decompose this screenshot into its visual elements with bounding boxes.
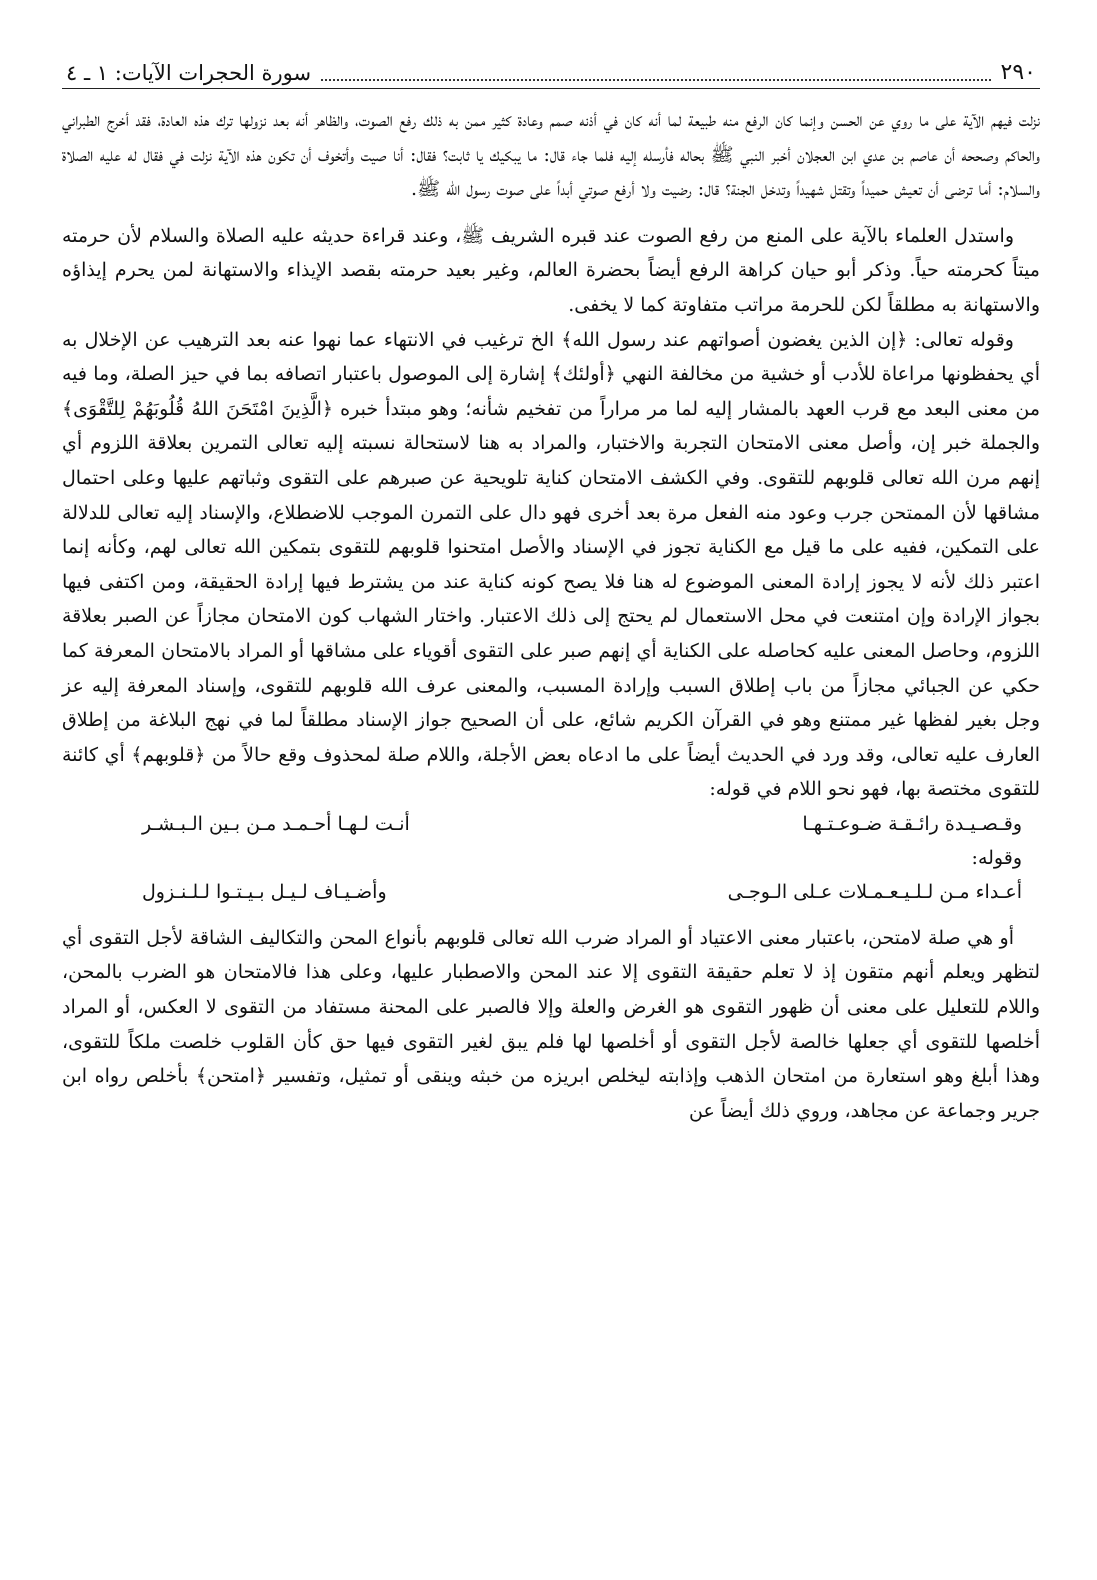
verse-intro-label: وقوله: [971,846,1022,869]
page-body [62,103,1040,1128]
verse-hemistich-left: أنـت لـهـا أحـمـد مـن بـين الـبـشـر [142,812,410,835]
paragraph: نزلت فيهم الآية على ما روي عن الحسن وإنما كان الرفع منه طبيعة لما أنه كان في أذنه صمم وعادة كثير ممن به ذلك رفع الصوت، والظاهر أنه بعد نزولها ترك هذه العادة، فقد أخرج الطبراني والحاكم وصححه أن عاصم بن عدي ابن العجلان أخبر النبي ﷺ بحاله فأرسله إليه فلما جاء قال: ما يبكيك يا ثابت؟ فقال: أنا صيت وأتخوف أن تكون هذه الآية نزلت في فقال له عليه الصلاة والسلام: أما ترضى أن تعيش حميداً وتقتل شهيداً وتدخل الجنة؟ قال: رضيت ولا أرفع صوتي أبداً على صوت رسول الله ﷺ. [62,109,1040,201]
verse-hemistich-right: أعـداء مـن لـلـيـعـمـلات عـلى الـوجـى [727,880,1022,903]
verse-hemistich-right: وقـصـيـدة رائـقـة ضـوعـتـهـا [802,812,1022,835]
running-title: سورة الحجرات الآيات: ١ ـ ٤ [66,61,312,85]
header-dotted-leader [321,79,990,81]
page-header [62,54,1040,89]
poetry-verse-2 [62,875,1040,909]
book-page [62,54,1040,1554]
paragraph: وقوله تعالى: ﴿إن الذين يغضون أصواتهم عند رسول الله﴾ الخ ترغيب في الانتهاء عما نهوا عنه بعد الترهيب عن الإخلال به أي يحفظونها مراعاة للأدب أو خشية من مخالفة النهي ﴿أولئك﴾ إشارة إلى الموصول باعتبار اتصافه بما في حيز الصلة، وما فيه من معنى البعد مع قرب العهد بالمشار إليه لما مر مراراً من تفخيم شأنه؛ وهو مبتدأ خبره ﴿الَّذِينَ امْتَحَنَ اللهُ قُلُوبَهُمْ لِلتَّقْوَى﴾ والجملة خبر إن، وأصل معنى الامتحان التجربة والاختبار، والمراد به هنا لاستحالة نسبته إليه تعالى التمرين بعلاقة اللزوم أي إنهم مرن الله تعالى قلوبهم للتقوى. وفي الكشف الامتحان كناية تلويحية عن صبرهم على التقوى وثباتهم عليها وعلى احتمال مشاقها لأن الممتحن جرب وعود منه الفعل مرة بعد أخرى فهو دال على التمرن الموجب للاضطلاع، والإسناد إليه تعالى للدلالة على التمكين، ففيه على ما قيل مع الكناية تجوز في الإسناد والأصل امتحنوا قلوبهم للتقوى بتمكين الله تعالى لهم، وكأنه إنما اعتبر ذلك لأنه لا يجوز إرادة المعنى الموضوع له هنا فلا يصح كونه كناية عند من يشترط فيها إرادة الحقيقة، ومن اكتفى فيها بجواز الإرادة وإن امتنعت في محل الاستعمال لم يحتج إلى ذلك الاعتبار. واختار الشهاب كون الامتحان مجازاً عن الصبر بعلاقة اللزوم، وحاصل المعنى عليه كحاصله على الكناية أي إنهم صبر على التقوى أقوياء على مشاقها أو المراد بالامتحان المعرفة كما حكي عن الجبائي مجازاً من باب إطلاق السبب وإرادة المسبب، والمعنى عرف الله قلوبهم للتقوى، وإسناد المعرفة إليه عز وجل بغير لفظها غير ممتنع وهو في القرآن الكريم شائع، على أن الصحيح جواز الإسناد مطلقاً لما في نهج البلاغة من إطلاق العارف عليه تعالى، وقد ورد في الحديث أيضاً على ما ادعاه بعض الأجلة، واللام صلة لمحذوف وقع حالاً من ﴿قلوبهم﴾ أي كائنة للتقوى مختصة بها، فهو نحو اللام في قوله: [62,328,1040,801]
paragraph: أو هي صلة لامتحن، باعتبار معنى الاعتياد أو المراد ضرب الله تعالى قلوبهم بأنواع المحن والتكاليف الشاقة لأجل التقوى أي لتظهر ويعلم أنهم متقون إذ لا تعلم حقيقة التقوى إلا عند المحن والاصطبار عليها، وعلى هذا فالامتحان هو الضرب بالمحن، واللام للتعليل على معنى أن ظهور التقوى هو الغرض والعلة وإلا فالصبر على المحنة مستفاد من التقوى لا العكس، أو المراد أخلصها للتقوى أي جعلها خالصة لأجل التقوى أو أخلصها لها فلم يبق لغير التقوى فيها حق كأن القلوب خلصت ملكاً للتقوى، وهذا أبلغ وهو استعارة من امتحان الذهب وإذابته ليخلص ابريزه من خبثه وينقى أو تمثيل، وتفسير ﴿امتحن﴾ بأخلص رواه ابن جرير وجماعة عن مجاهد، وروي ذلك أيضاً عن [62,926,1040,1122]
verse-hemistich-left: وأضـيـاف لـيـل بـيـتـوا لـلـنـزول [142,880,387,903]
page-number: ٢٩٠ [1000,60,1036,85]
poetry-verse-1 [62,807,1040,841]
paragraph: واستدل العلماء بالآية على المنع من رفع الصوت عند قبره الشريف ﷺ، وعند قراءة حديثه عليه الصلاة والسلام لأن حرمته ميتاً كحرمته حياً. وذكر أبو حيان كراهة الرفع أيضاً بحضرة العالم، وغير بعيد حرمته بقصد الإيذاء والاستهانة لمن يحرم إيذاؤه والاستهانة به مطلقاً لكن للحرمة مراتب متفاوتة كما لا يخفى. [62,224,1040,316]
